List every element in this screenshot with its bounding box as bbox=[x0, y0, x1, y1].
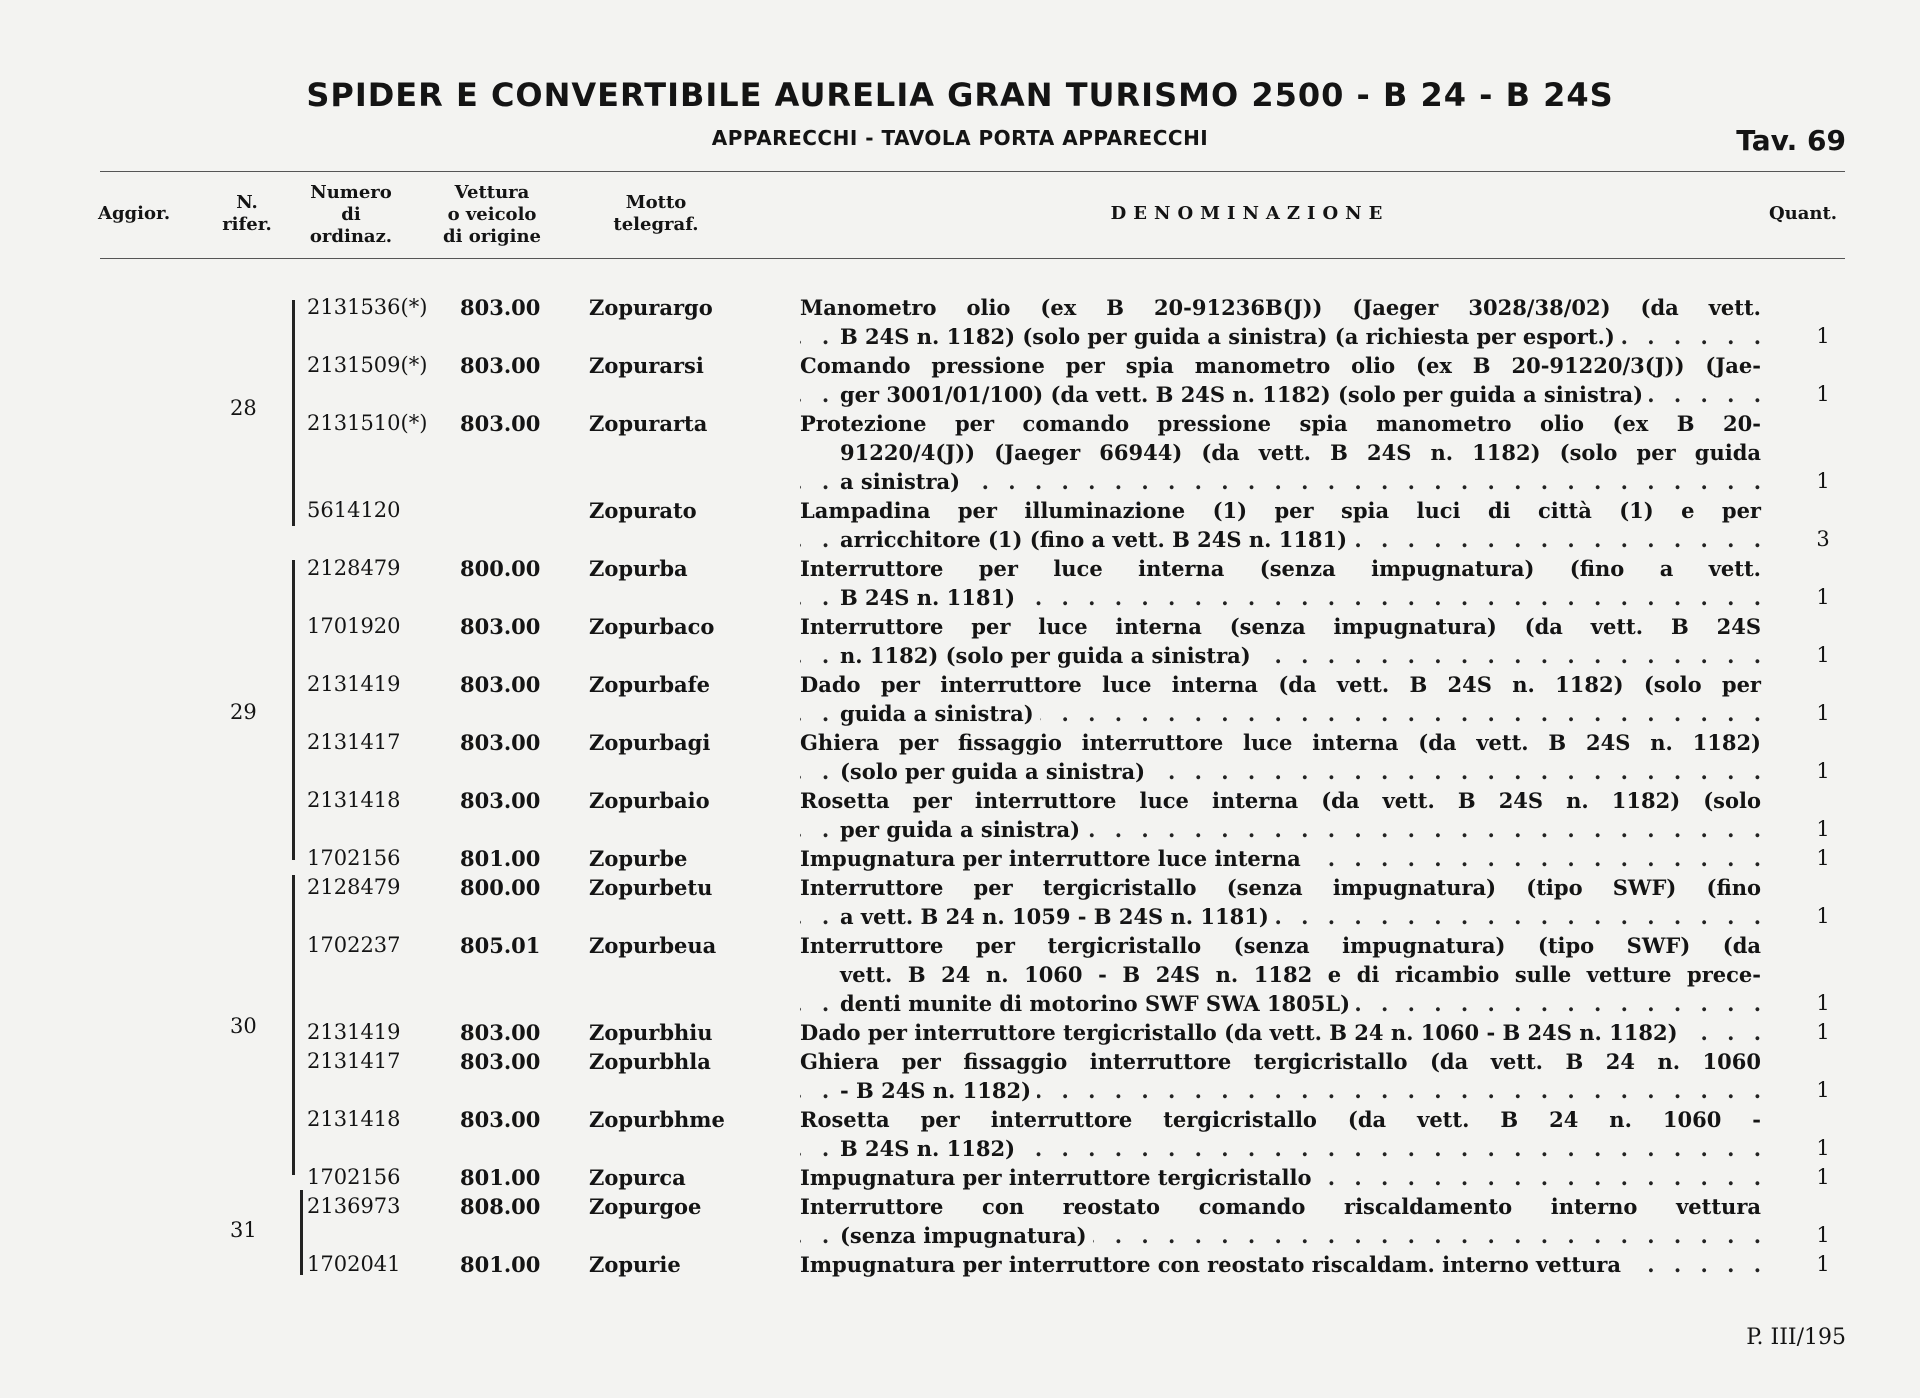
order-number: 2131417 bbox=[307, 730, 401, 754]
description-line bbox=[800, 467, 1767, 496]
description-text: Interruttore per luce interna (senza impugnatura) (da vett. B 24S bbox=[800, 614, 1767, 639]
quantity: 1 bbox=[1816, 991, 1830, 1015]
vehicle-origin: 803.00 bbox=[460, 614, 541, 639]
quantity: 1 bbox=[1816, 324, 1830, 348]
description bbox=[800, 293, 1767, 351]
description bbox=[800, 931, 1767, 1018]
description-text: guida a sinistra) bbox=[840, 701, 1040, 726]
description bbox=[800, 873, 1767, 931]
col-numero-line1: Numero bbox=[310, 182, 392, 203]
col-numero-line3: ordinaz. bbox=[309, 226, 393, 247]
description-text: Rosetta per interruttore tergicristallo (da vett. B 24 n. 1060 - bbox=[800, 1107, 1767, 1132]
col-rifer bbox=[212, 192, 282, 236]
order-number: 2131418 bbox=[307, 1107, 401, 1131]
order-number: 2131419 bbox=[307, 672, 401, 696]
description-line bbox=[800, 293, 1767, 322]
order-number: 2131419 bbox=[307, 1020, 401, 1044]
vehicle-origin: 803.00 bbox=[460, 353, 541, 378]
order-number: 2131418 bbox=[307, 788, 401, 812]
description bbox=[800, 844, 1767, 873]
description bbox=[800, 554, 1767, 612]
quantity: 1 bbox=[1816, 846, 1830, 870]
col-numero bbox=[296, 182, 406, 248]
quantity: 1 bbox=[1816, 759, 1830, 783]
telegraph-code: Zopurie bbox=[589, 1252, 681, 1277]
telegraph-code: Zopurca bbox=[589, 1165, 686, 1190]
description-line bbox=[800, 960, 1767, 989]
quantity: 1 bbox=[1816, 1252, 1830, 1276]
description-line bbox=[800, 786, 1767, 815]
description-text: a vett. B 24 n. 1059 - B 24S n. 1181) bbox=[840, 904, 1275, 929]
col-rifer-line2: rifer. bbox=[222, 214, 272, 235]
telegraph-code: Zopurbetu bbox=[589, 875, 713, 900]
col-vettura bbox=[432, 182, 552, 248]
group-brace-31 bbox=[300, 1190, 303, 1275]
description-line bbox=[800, 583, 1767, 612]
col-numero-line2: di bbox=[341, 204, 361, 225]
vehicle-origin: 803.00 bbox=[460, 730, 541, 755]
order-number: 5614120 bbox=[307, 498, 401, 522]
description-text: (senza impugnatura) bbox=[840, 1223, 1093, 1248]
vehicle-origin: 803.00 bbox=[460, 672, 541, 697]
order-number: 2136973 bbox=[307, 1194, 401, 1218]
description-line bbox=[800, 931, 1767, 960]
col-vettura-line2: o veicolo bbox=[447, 204, 537, 225]
description-line bbox=[800, 815, 1767, 844]
group-ref-29: 29 bbox=[230, 700, 257, 724]
telegraph-code: Zopurargo bbox=[589, 295, 713, 320]
description-line bbox=[800, 728, 1767, 757]
table-number: Tav. 69 bbox=[1736, 124, 1846, 157]
vehicle-origin: 805.01 bbox=[460, 933, 541, 958]
description-text: Comando pressione per spia manometro olio (ex B 20-91220/3(J)) (Jae- bbox=[800, 353, 1767, 378]
col-motto-line2: telegraf. bbox=[613, 214, 699, 235]
description-line bbox=[800, 1076, 1767, 1105]
telegraph-code: Zopurbe bbox=[589, 846, 688, 871]
description bbox=[800, 1018, 1767, 1047]
order-number: 1702237 bbox=[307, 933, 401, 957]
description-line bbox=[800, 1105, 1767, 1134]
description-text: Interruttore per tergicristallo (senza impugnatura) (tipo SWF) (da bbox=[800, 933, 1767, 958]
description-text: B 24S n. 1182) bbox=[840, 1136, 1021, 1161]
col-vettura-line3: di origine bbox=[443, 226, 541, 247]
description-line bbox=[800, 554, 1767, 583]
description-text: Impugnatura per interruttore con reostato riscaldam. interno vettura bbox=[800, 1252, 1627, 1277]
description-line bbox=[800, 699, 1767, 728]
description-line bbox=[800, 612, 1767, 641]
description-line bbox=[800, 1250, 1767, 1279]
description-text: ger 3001/01/100) (da vett. B 24S n. 1182) (solo per guida a sinistra) bbox=[840, 382, 1649, 407]
telegraph-code: Zopurbhme bbox=[589, 1107, 725, 1132]
quantity: 1 bbox=[1816, 643, 1830, 667]
description bbox=[800, 1047, 1767, 1105]
description-text: a sinistra) bbox=[840, 469, 966, 494]
order-number: 2131509(*) bbox=[307, 353, 428, 377]
description bbox=[800, 351, 1767, 409]
vehicle-origin: 803.00 bbox=[460, 1020, 541, 1045]
telegraph-code: Zopurbhiu bbox=[589, 1020, 713, 1045]
description-line bbox=[800, 322, 1767, 351]
description bbox=[800, 786, 1767, 844]
description bbox=[800, 612, 1767, 670]
description-text: vett. B 24 n. 1060 - B 24S n. 1182 e di ricambio sulle vetture prece- bbox=[840, 962, 1767, 987]
col-motto bbox=[596, 192, 716, 236]
order-number: 1702041 bbox=[307, 1252, 401, 1276]
header-bottom-rule bbox=[100, 258, 1845, 259]
quantity: 1 bbox=[1816, 817, 1830, 841]
vehicle-origin: 803.00 bbox=[460, 411, 541, 436]
quantity: 1 bbox=[1816, 1165, 1830, 1189]
vehicle-origin: 800.00 bbox=[460, 556, 541, 581]
description-text: Ghiera per fissaggio interruttore luce interna (da vett. B 24S n. 1182) bbox=[800, 730, 1767, 755]
description-line bbox=[800, 873, 1767, 902]
description-line bbox=[800, 844, 1767, 873]
quantity: 1 bbox=[1816, 585, 1830, 609]
description-text: Ghiera per fissaggio interruttore tergicristallo (da vett. B 24 n. 1060 bbox=[800, 1049, 1767, 1074]
description-text: Interruttore per tergicristallo (senza impugnatura) (tipo SWF) (fino bbox=[800, 875, 1767, 900]
order-number: 2128479 bbox=[307, 875, 401, 899]
quantity: 1 bbox=[1816, 1020, 1830, 1044]
description bbox=[800, 1105, 1767, 1163]
vehicle-origin: 800.00 bbox=[460, 875, 541, 900]
order-number: 1702156 bbox=[307, 846, 401, 870]
col-vettura-line1: Vettura bbox=[454, 182, 530, 203]
description-text: Lampadina per illuminazione (1) per spia luci di città (1) e per bbox=[800, 498, 1767, 523]
group-brace-30 bbox=[292, 875, 295, 1175]
description bbox=[800, 1163, 1767, 1192]
telegraph-code: Zopurbeua bbox=[589, 933, 717, 958]
vehicle-origin: 808.00 bbox=[460, 1194, 541, 1219]
telegraph-code: Zopurgoe bbox=[589, 1194, 702, 1219]
order-number: 2131417 bbox=[307, 1049, 401, 1073]
description-line bbox=[800, 351, 1767, 380]
quantity: 1 bbox=[1816, 1223, 1830, 1247]
order-number: 2131536(*) bbox=[307, 295, 428, 319]
description-line bbox=[800, 670, 1767, 699]
description-text: Rosetta per interruttore luce interna (da vett. B 24S n. 1182) (solo bbox=[800, 788, 1767, 813]
description-line bbox=[800, 641, 1767, 670]
vehicle-origin: 803.00 bbox=[460, 788, 541, 813]
description-line bbox=[800, 989, 1767, 1018]
description bbox=[800, 728, 1767, 786]
col-aggior: Aggior. bbox=[98, 203, 171, 224]
telegraph-code: Zopurarsi bbox=[589, 353, 704, 378]
vehicle-origin: 803.00 bbox=[460, 1049, 541, 1074]
description-text: denti munite di motorino SWF SWA 1805L) bbox=[840, 991, 1356, 1016]
quantity: 1 bbox=[1816, 1078, 1830, 1102]
col-denominazione: DENOMINAZIONE bbox=[1110, 203, 1390, 224]
page-subtitle: APPARECCHI - TAVOLA PORTA APPARECCHI bbox=[711, 126, 1209, 150]
quantity: 1 bbox=[1816, 469, 1830, 493]
group-ref-30: 30 bbox=[230, 1014, 257, 1038]
telegraph-code: Zopurbhla bbox=[589, 1049, 711, 1074]
description-text: 91220/4(J)) (Jaeger 66944) (da vett. B 24S n. 1182) (solo per guida bbox=[840, 440, 1767, 465]
description-text: Dado per interruttore tergicristallo (da vett. B 24 n. 1060 - B 24S n. 1182) bbox=[800, 1020, 1684, 1045]
telegraph-code: Zopurato bbox=[589, 498, 697, 523]
order-number: 1702156 bbox=[307, 1165, 401, 1189]
quantity: 3 bbox=[1816, 527, 1830, 551]
telegraph-code: Zopurbaio bbox=[589, 788, 710, 813]
vehicle-origin: 803.00 bbox=[460, 295, 541, 320]
description-text: B 24S n. 1181) bbox=[840, 585, 1021, 610]
description-line bbox=[800, 1192, 1767, 1221]
header-top-rule bbox=[100, 171, 1845, 172]
description-line bbox=[800, 438, 1767, 467]
description bbox=[800, 409, 1767, 496]
vehicle-origin: 801.00 bbox=[460, 1165, 541, 1190]
description-line bbox=[800, 1221, 1767, 1250]
description-text: Manometro olio (ex B 20-91236B(J)) (Jaeger 3028/38/02) (da vett. bbox=[800, 295, 1767, 320]
quantity: 1 bbox=[1816, 701, 1830, 725]
description-line bbox=[800, 902, 1767, 931]
description-text: Impugnatura per interruttore tergicristallo bbox=[800, 1165, 1317, 1190]
page-title: SPIDER E CONVERTIBILE AURELIA GRAN TURISMO 2500 - B 24 - B 24S bbox=[306, 76, 1614, 114]
vehicle-origin: 803.00 bbox=[460, 1107, 541, 1132]
group-ref-31: 31 bbox=[230, 1218, 257, 1242]
col-rifer-line1: N. bbox=[236, 192, 258, 213]
description-line bbox=[800, 380, 1767, 409]
order-number: 2128479 bbox=[307, 556, 401, 580]
order-number: 1701920 bbox=[307, 614, 401, 638]
group-ref-28: 28 bbox=[230, 396, 257, 420]
telegraph-code: Zopurarta bbox=[589, 411, 708, 436]
group-brace-28 bbox=[292, 300, 295, 526]
description-text: B 24S n. 1182) (solo per guida a sinistra) (a richiesta per esport.) bbox=[840, 324, 1621, 349]
quantity: 1 bbox=[1816, 1136, 1830, 1160]
telegraph-code: Zopurba bbox=[589, 556, 688, 581]
col-motto-line1: Motto bbox=[625, 192, 687, 213]
description bbox=[800, 1250, 1767, 1279]
description-text: (solo per guida a sinistra) bbox=[840, 759, 1151, 784]
description bbox=[800, 496, 1767, 554]
vehicle-origin: 801.00 bbox=[460, 846, 541, 871]
description-text: Dado per interruttore luce interna (da vett. B 24S n. 1182) (solo per bbox=[800, 672, 1767, 697]
description bbox=[800, 1192, 1767, 1250]
description-line bbox=[800, 1018, 1767, 1047]
description-line bbox=[800, 757, 1767, 786]
description bbox=[800, 670, 1767, 728]
description-line bbox=[800, 525, 1767, 554]
description-line bbox=[800, 1134, 1767, 1163]
description-line bbox=[800, 409, 1767, 438]
description-text: Protezione per comando pressione spia manometro olio (ex B 20- bbox=[800, 411, 1767, 436]
telegraph-code: Zopurbaco bbox=[589, 614, 715, 639]
description-text: Impugnatura per interruttore luce interna bbox=[800, 846, 1307, 871]
col-quant: Quant. bbox=[1768, 203, 1838, 224]
description-text: per guida a sinistra) bbox=[840, 817, 1086, 842]
description-text: n. 1182) (solo per guida a sinistra) bbox=[840, 643, 1257, 668]
telegraph-code: Zopurbagi bbox=[589, 730, 711, 755]
page-number: P. III/195 bbox=[1746, 1325, 1846, 1350]
group-brace-29 bbox=[292, 560, 295, 860]
description-text: Interruttore per luce interna (senza impugnatura) (fino a vett. bbox=[800, 556, 1767, 581]
telegraph-code: Zopurbafe bbox=[589, 672, 711, 697]
description-line bbox=[800, 1163, 1767, 1192]
vehicle-origin: 801.00 bbox=[460, 1252, 541, 1277]
description-line bbox=[800, 496, 1767, 525]
description-text: arricchitore (1) (fino a vett. B 24S n. 1181) bbox=[840, 527, 1353, 552]
description-text: - B 24S n. 1182) bbox=[840, 1078, 1037, 1103]
quantity: 1 bbox=[1816, 382, 1830, 406]
quantity: 1 bbox=[1816, 904, 1830, 928]
description-line bbox=[800, 1047, 1767, 1076]
order-number: 2131510(*) bbox=[307, 411, 428, 435]
description-text: Interruttore con reostato comando riscaldamento interno vettura bbox=[800, 1194, 1767, 1219]
